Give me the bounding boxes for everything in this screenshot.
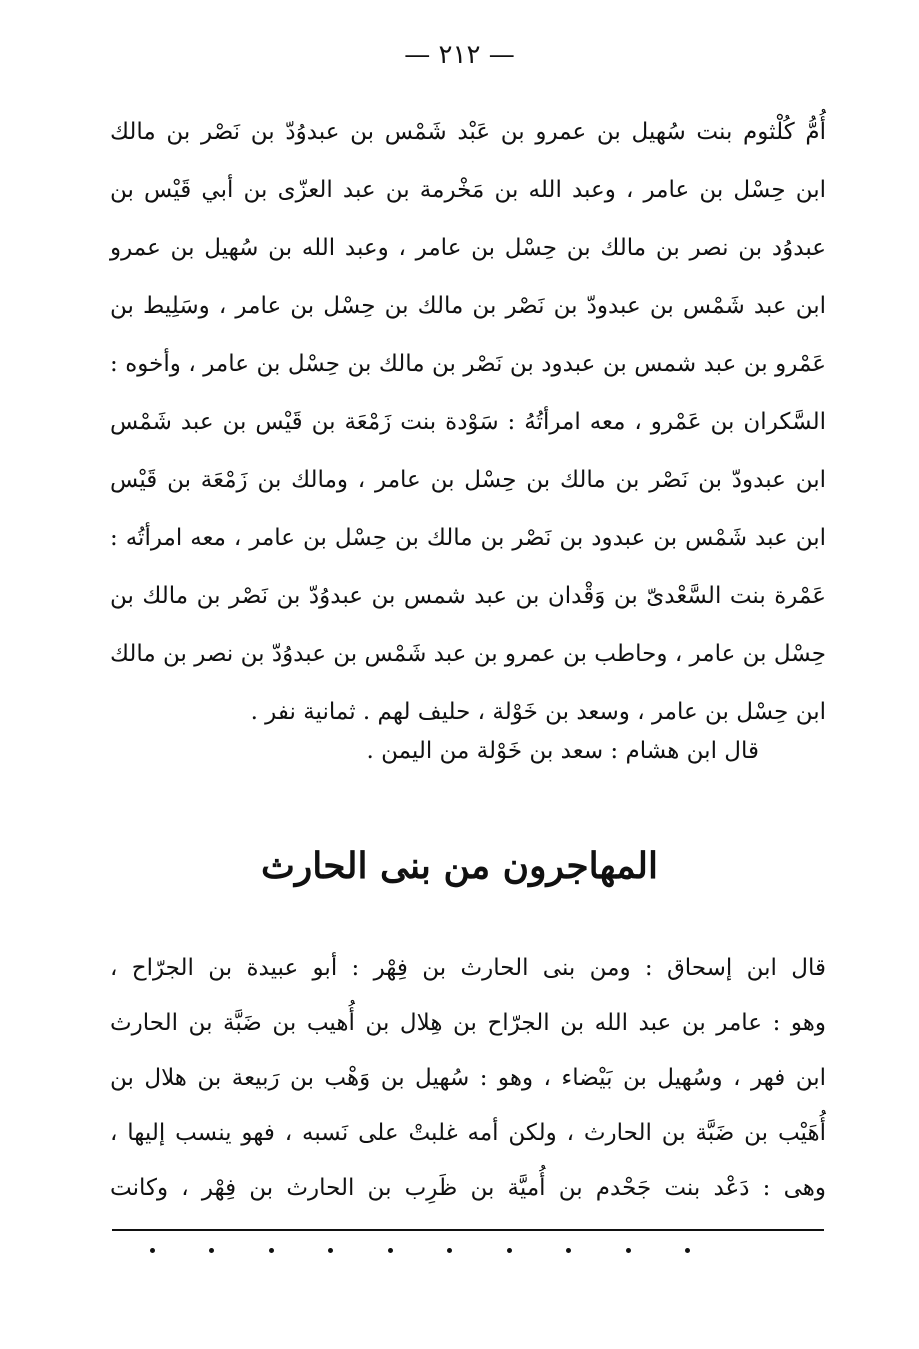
text-line: وهى : دَعْد بنت جَحْدم بن أُميَّة بن ظَرِب بن الحارث بن فِهْر ، وكانت <box>110 1175 826 1201</box>
text-line: أُمُّ كُلْثوم بنت سُهيل بن عمرو بن عَبْد شَمْس بن عبدوُدّ بن نَصْر بن مالك <box>110 119 826 145</box>
dot <box>685 1248 690 1253</box>
page-number: — ٢١٢ — <box>404 40 515 70</box>
text-line: ابن عبدودّ بن نَصْر بن مالك بن حِسْل بن عامر ، ومالك بن زَمْعَة بن قَيْس <box>110 467 826 493</box>
text-line: ابن عبد شَمْس بن عبدود بن نَصْر بن مالك بن حِسْل بن عامر ، معه امرأتُه : <box>110 525 826 551</box>
dot <box>507 1248 512 1253</box>
text-line: ابن عبد شَمْس بن عبدودّ بن نَصْر بن مالك بن حِسْل بن عامر ، وسَلِيط بن <box>110 293 826 319</box>
text-line: حِسْل بن عامر ، وحاطب بن عمرو بن عبد شَمْس بن عبدوُدّ بن نصر بن مالك <box>110 641 826 667</box>
text-line: عَمْرو بن عبد شمس بن عبدود بن نَصْر بن مالك بن حِسْل بن عامر ، وأخوه : <box>110 351 826 377</box>
text-line: وهو : عامر بن عبد الله بن الجرّاح بن هِلال بن أُهيب بن ضَبَّة بن الحارث <box>110 1010 826 1036</box>
footnote-rule <box>112 1229 824 1231</box>
paragraph-2 <box>110 938 826 1228</box>
dot <box>209 1248 214 1253</box>
text-line: عَمْرة بنت السَّعْدىّ بن وَقْدان بن عبد شمس بن عبدوُدّ بن نَصْر بن مالك بن <box>110 583 826 609</box>
dot <box>566 1248 571 1253</box>
dot <box>447 1248 452 1253</box>
text-line: السَّكران بن عَمْرو ، معه امرأتُهُ : سَوْدة بنت زَمْعَة بن قَيْس بن عبد شَمْس <box>110 409 826 435</box>
dot <box>328 1248 333 1253</box>
section-heading: المهاجرون من بنى الحارث <box>261 845 658 887</box>
dot <box>388 1248 393 1253</box>
dot <box>626 1248 631 1253</box>
dot <box>269 1248 274 1253</box>
text-line: أُهَيْب بن ضَبَّة بن الحارث ، ولكن أمه غلبتْ على نَسبه ، فهو ينسب إليها ، <box>110 1120 826 1146</box>
text-line: ابن حِسْل بن عامر ، وعبد الله بن مَخْرمة بن عبد العزّى بن أبي قَيْس بن <box>110 177 826 203</box>
paragraph-1 <box>110 102 826 762</box>
text-line: قال ابن إسحاق : ومن بنى الحارث بن فِهْر : أبو عبيدة بن الجرّاح ، <box>110 955 826 981</box>
text-line: ابن فهر ، وسُهيل بن بَيْضاء ، وهو : سُهيل بن وَهْب بن رَبيعة بن هلال بن <box>110 1065 826 1091</box>
text-line: ابن حِسْل بن عامر ، وسعد بن خَوْلة ، حليف لهم . ثمانية نفر . <box>250 699 826 725</box>
footnote-ellipsis <box>150 1248 690 1253</box>
dot <box>150 1248 155 1253</box>
text-line: عبدوُد بن نصر بن مالك بن حِسْل بن عامر ، وعبد الله بن سُهيل بن عمرو <box>110 235 826 261</box>
editor-note: قال ابن هشام : سعد بن خَوْلة من اليمن . <box>366 738 759 764</box>
